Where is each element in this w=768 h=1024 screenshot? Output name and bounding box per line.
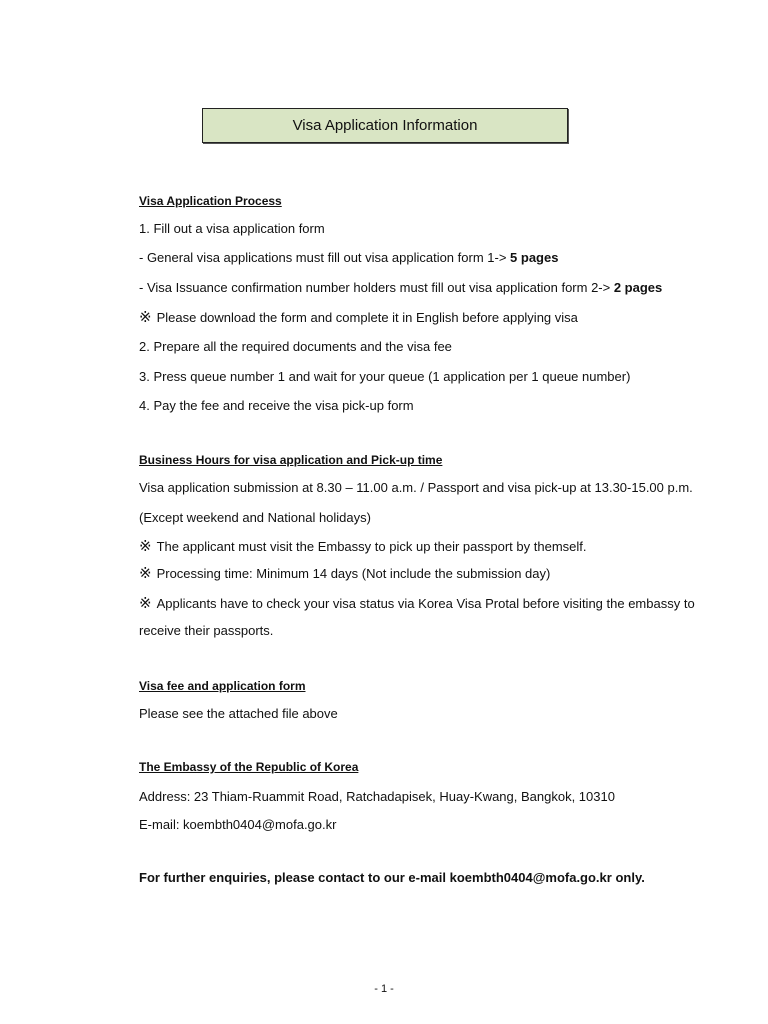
hours-except: (Except weekend and National holidays) <box>139 510 371 525</box>
general-visa-text: - General visa applications must fill out visa application form 1-> <box>139 250 511 265</box>
reference-mark-icon: ※ <box>139 308 152 326</box>
processing-note <box>139 565 550 582</box>
download-note <box>139 309 578 326</box>
fee-text: Please see the attached file above <box>139 706 338 721</box>
reference-mark-icon: ※ <box>139 537 152 555</box>
process-step-4: 4. Pay the fee and receive the visa pick-up form <box>139 398 414 413</box>
process-step-3: 3. Press queue number 1 and wait for your queue (1 application per 1 queue number) <box>139 369 631 384</box>
status-note-continued: receive their passports. <box>139 623 274 638</box>
status-note <box>139 595 695 612</box>
process-step-2: 2. Prepare all the required documents and the visa fee <box>139 339 452 354</box>
general-visa-line <box>139 250 558 266</box>
page-number: - 1 - <box>374 983 394 995</box>
general-visa-pages: 5 pages <box>510 250 559 265</box>
fee-heading: Visa fee and application form <box>139 679 306 693</box>
download-note-text: Please download the form and complete it in English before applying visa <box>156 310 578 325</box>
issuance-visa-line <box>139 280 662 296</box>
issuance-visa-text: - Visa Issuance confirmation number holders must fill out visa application form 2-> <box>139 280 614 295</box>
hours-times: Visa application submission at 8.30 – 11.00 a.m. / Passport and visa pick-up at 13.30-15.00 p.m. <box>139 480 693 495</box>
process-heading: Visa Application Process <box>139 194 282 208</box>
pickup-note-text: The applicant must visit the Embassy to pick up their passport by themself. <box>156 539 587 554</box>
pickup-note <box>139 538 587 555</box>
process-step-1: 1. Fill out a visa application form <box>139 221 325 236</box>
document-title-box <box>202 108 568 143</box>
processing-note-text: Processing time: Minimum 14 days (Not include the submission day) <box>156 566 551 581</box>
hours-heading: Business Hours for visa application and Pick-up time <box>139 453 443 467</box>
embassy-heading: The Embassy of the Republic of Korea <box>139 760 359 774</box>
reference-mark-icon: ※ <box>139 564 152 582</box>
embassy-email: E-mail: koembth0404@mofa.go.kr <box>139 817 337 832</box>
status-note-text: Applicants have to check your visa status via Korea Visa Protal before visiting the embassy to <box>156 596 695 611</box>
embassy-address: Address: 23 Thiam-Ruammit Road, Ratchadapisek, Huay-Kwang, Bangkok, 10310 <box>139 789 615 804</box>
reference-mark-icon: ※ <box>139 594 152 612</box>
enquiries-note: For further enquiries, please contact to our e-mail koembth0404@mofa.go.kr only. <box>139 870 645 885</box>
document-title: Visa Application Information <box>292 117 478 134</box>
issuance-visa-pages: 2 pages <box>613 280 663 295</box>
